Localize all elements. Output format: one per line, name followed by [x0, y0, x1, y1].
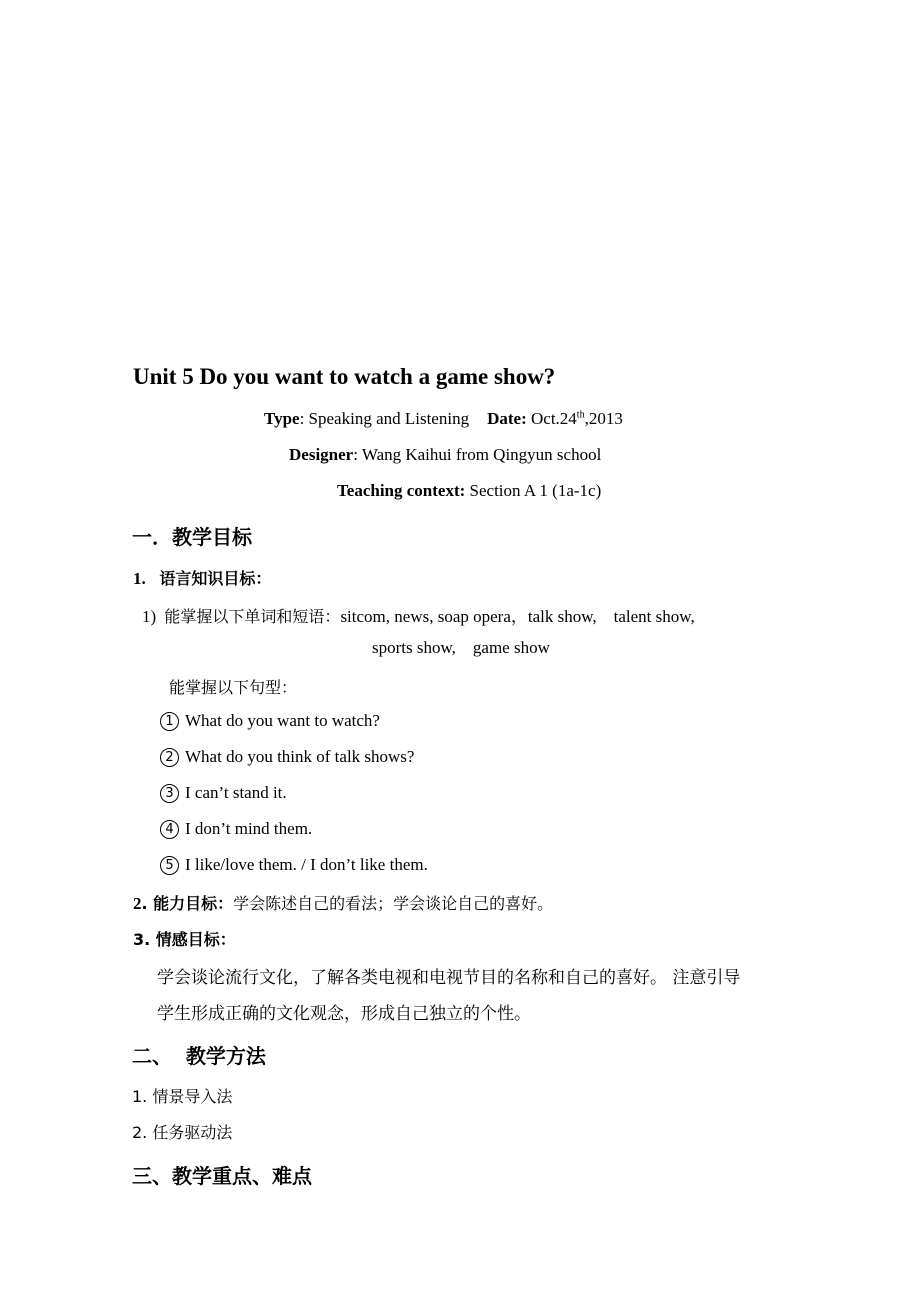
section2-heading: 二、 教学方法 [132, 1044, 266, 1068]
section3-heading: 三、教学重点、难点 [132, 1164, 312, 1188]
method-item: 2. 任务驱动法 [132, 1123, 233, 1142]
type-value: : Speaking and Listening [299, 409, 470, 428]
type-label: Type [264, 409, 300, 428]
designer-line [289, 445, 601, 465]
teaching-context-line [337, 481, 601, 501]
sentence-text: I like/love them. / I don’t like them. [185, 855, 428, 874]
sentence-item [160, 747, 414, 767]
date-label: Date: [487, 409, 527, 428]
sentence-number: 2 [160, 748, 179, 767]
objective2-number: 2 [133, 894, 142, 913]
vocab-number: 1) [142, 607, 157, 626]
sentence-item [160, 819, 312, 839]
sentence-item [160, 855, 428, 875]
context-label: Teaching context: [337, 481, 466, 500]
date-superscript: th [576, 409, 585, 421]
objective2-title: . 能力目标： [141, 894, 234, 913]
sentence-number: 3 [160, 784, 179, 803]
context-value: Section A 1 (1a-1c) [465, 481, 602, 500]
sentence-text: I can’t stand it. [185, 783, 287, 802]
objective1-heading [133, 566, 271, 589]
objective1-number: 1. [133, 569, 146, 588]
sentence-text: What do you want to watch? [185, 711, 380, 730]
sentence-text: What do you think of talk shows? [185, 747, 415, 766]
type-date-line [264, 409, 623, 429]
objective2-line [133, 891, 553, 914]
method-item: 1. 情景导入法 [132, 1087, 233, 1106]
objective2-text: 学会陈述自己的看法；学会谈论自己的喜好。 [233, 894, 554, 913]
objective3-heading: 3. 情感目标： [133, 930, 236, 949]
vocab-intro: 能掌握以下单词和短语： [164, 607, 341, 626]
vocab-continuation: sports show, game show [372, 638, 550, 657]
sentence-text: I don’t mind them. [185, 819, 313, 838]
sentences-intro: 能掌握以下句型： [169, 678, 298, 697]
vocab-line [142, 602, 695, 627]
sentence-number: 1 [160, 712, 179, 731]
objective3-text-line2: 学生形成正确的文化观念，形成自己独立的个性。 [157, 1004, 531, 1024]
objective1-title: 语言知识目标： [159, 569, 272, 588]
date-value: Oct.24 [526, 409, 577, 428]
sentence-number: 4 [160, 820, 179, 839]
date-year: ,2013 [584, 409, 623, 428]
objective3-text-line1: 学会谈论流行文化，了解各类电视和电视节目的名称和自己的喜好。 注意引导 [157, 968, 741, 988]
sentence-item [160, 711, 380, 731]
document-title: Unit 5 Do you want to watch a game show? [133, 364, 556, 389]
vocab-words: sitcom, news, soap opera，talk show, talent show, [340, 607, 695, 626]
sentence-number: 5 [160, 856, 179, 875]
sentence-item [160, 783, 287, 803]
designer-value: : Wang Kaihui from Qingyun school [353, 445, 602, 464]
designer-label: Designer [289, 445, 354, 464]
section1-heading: 一．教学目标 [132, 525, 252, 549]
